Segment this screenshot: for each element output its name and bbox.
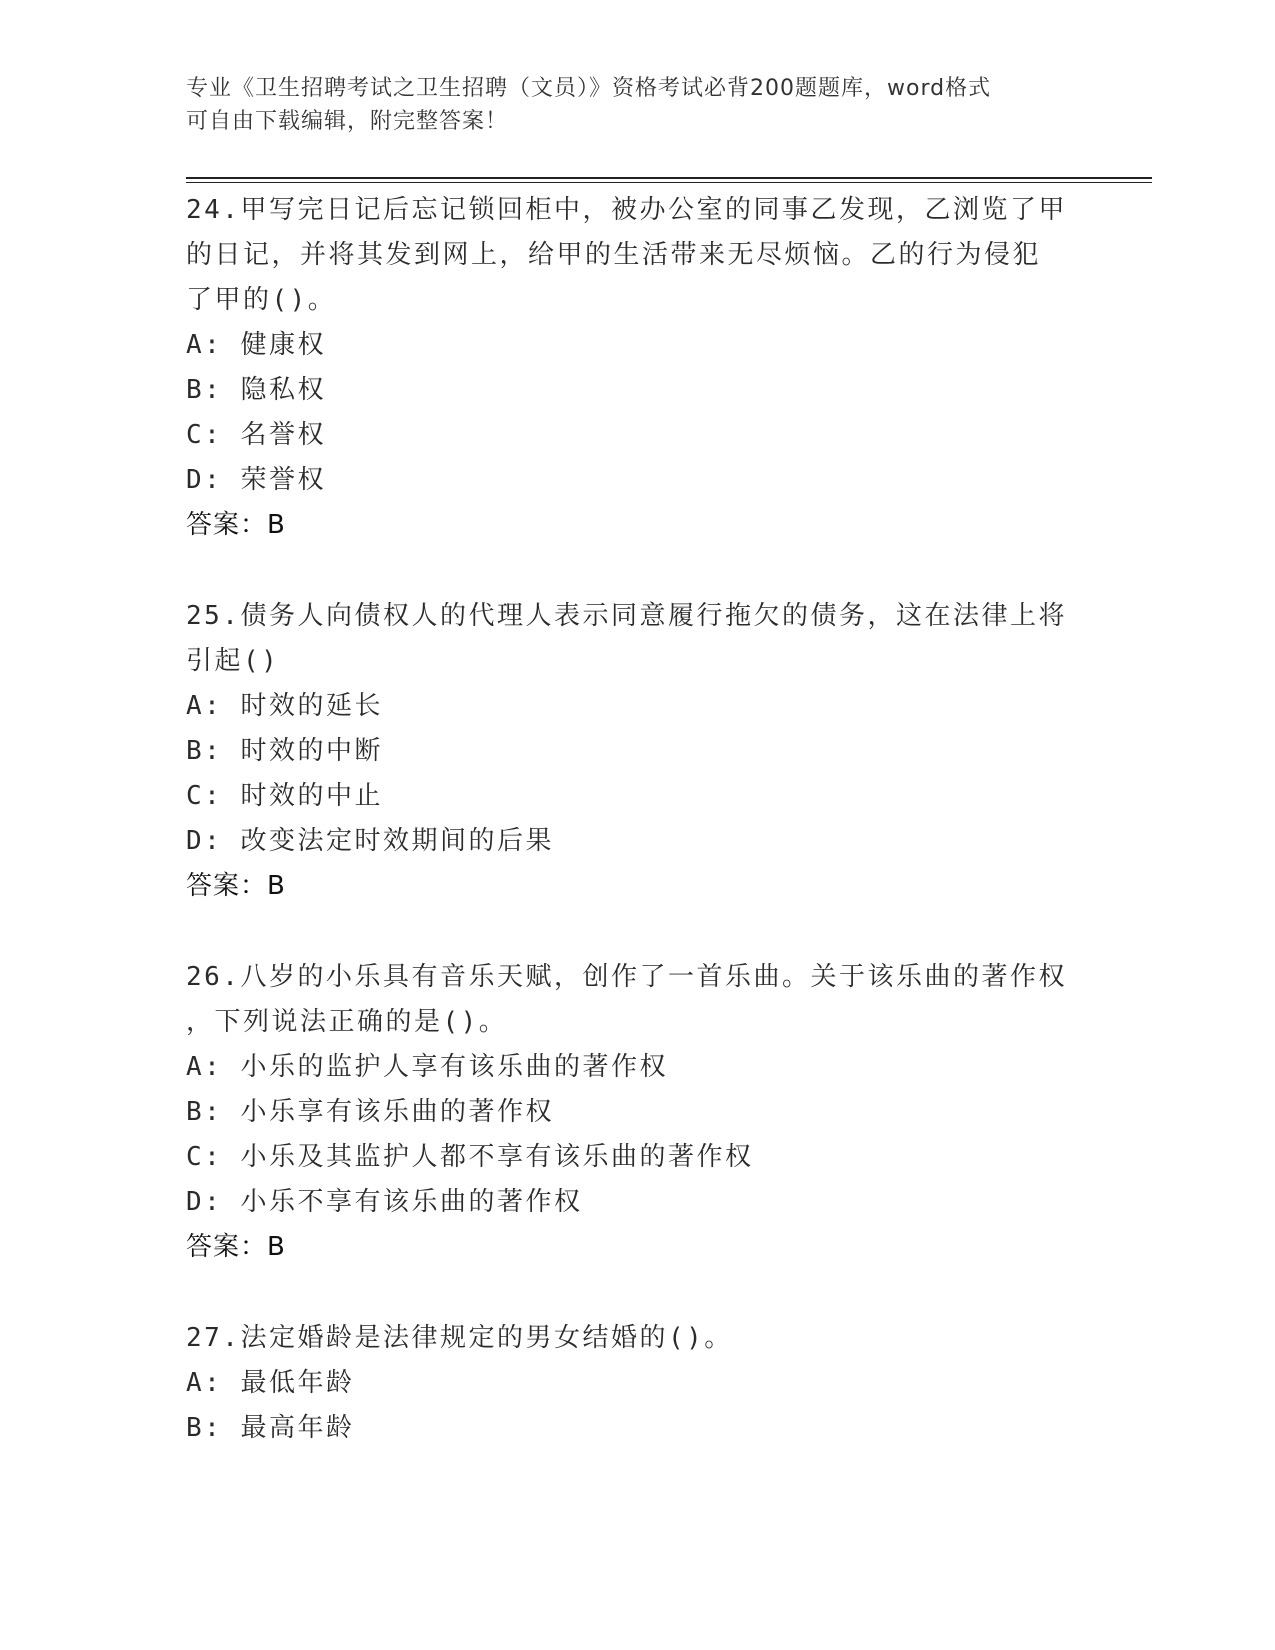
option-d: D: 改变法定时效期间的后果 bbox=[186, 826, 554, 856]
header-line-2: 可自由下载编辑，附完整答案！ bbox=[186, 109, 509, 134]
answer-line: 答案：B bbox=[186, 1232, 286, 1262]
question-stem-line: 了甲的()。 bbox=[186, 285, 337, 315]
option-a: A: 最低年龄 bbox=[186, 1368, 355, 1398]
question-stem-line: 26.八岁的小乐具有音乐天赋，创作了一首乐曲。关于该乐曲的著作权 bbox=[186, 962, 1067, 992]
question-stem-line: 27.法定婚龄是法律规定的男女结婚的()。 bbox=[186, 1323, 733, 1353]
question-25 bbox=[186, 594, 1086, 909]
question-stem-line: 引起() bbox=[186, 646, 280, 676]
option-d: D: 小乐不享有该乐曲的著作权 bbox=[186, 1187, 583, 1217]
option-c: C: 小乐及其监护人都不享有该乐曲的著作权 bbox=[186, 1142, 754, 1172]
question-stem-line: 的日记，并将其发到网上，给甲的生活带来无尽烦恼。乙的行为侵犯 bbox=[186, 240, 1042, 270]
header-line-1: 专业《卫生招聘考试之卫生招聘（文员）》资格考试必背200题题库，word格式 bbox=[186, 76, 992, 101]
question-27 bbox=[186, 1316, 1086, 1451]
option-a: A: 健康权 bbox=[186, 330, 326, 360]
option-d: D: 荣誉权 bbox=[186, 465, 326, 495]
question-24 bbox=[186, 188, 1086, 548]
question-stem-line: 24.甲写完日记后忘记锁回柜中，被办公室的同事乙发现，乙浏览了甲 bbox=[186, 195, 1067, 225]
question-stem-line: 25.债务人向债权人的代理人表示同意履行拖欠的债务，这在法律上将 bbox=[186, 601, 1067, 631]
document-header bbox=[186, 72, 1066, 138]
header-divider-thin bbox=[186, 182, 1152, 183]
option-b: B: 隐私权 bbox=[186, 375, 326, 405]
option-b: B: 小乐享有该乐曲的著作权 bbox=[186, 1097, 554, 1127]
option-c: C: 名誉权 bbox=[186, 420, 326, 450]
option-c: C: 时效的中止 bbox=[186, 781, 383, 811]
option-a: A: 小乐的监护人享有该乐曲的著作权 bbox=[186, 1052, 668, 1082]
option-b: B: 最高年龄 bbox=[186, 1413, 355, 1443]
question-list bbox=[186, 188, 1086, 1497]
answer-line: 答案：B bbox=[186, 871, 286, 901]
option-a: A: 时效的延长 bbox=[186, 691, 383, 721]
question-26 bbox=[186, 955, 1086, 1270]
option-b: B: 时效的中断 bbox=[186, 736, 383, 766]
answer-line: 答案：B bbox=[186, 510, 286, 540]
question-stem-line: ，下列说法正确的是()。 bbox=[186, 1007, 508, 1037]
header-divider-thick bbox=[186, 177, 1152, 179]
